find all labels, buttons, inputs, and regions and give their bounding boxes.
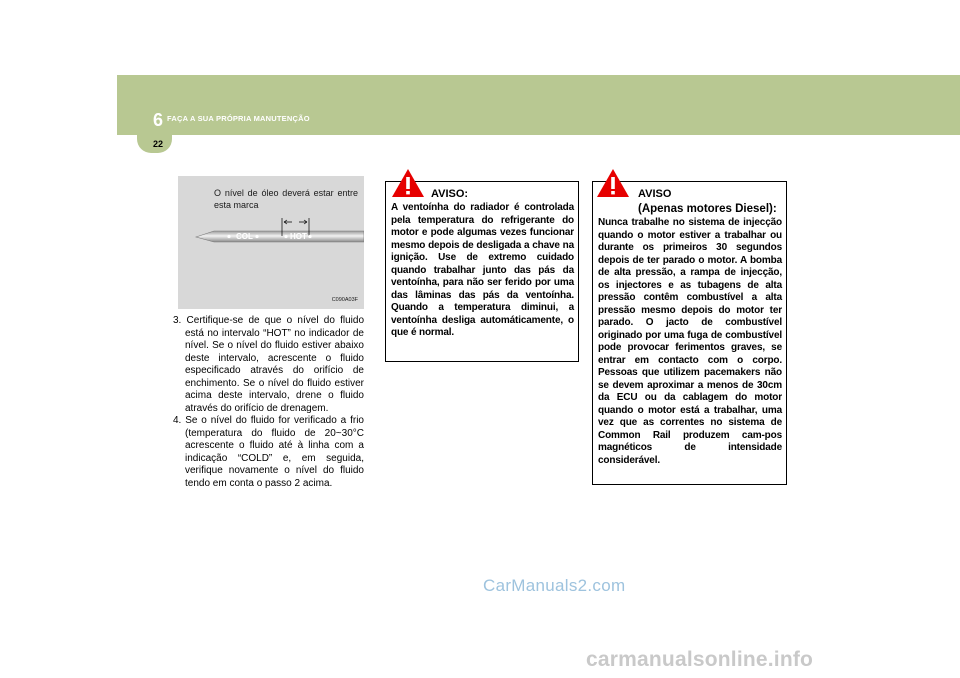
figure-caption: O nível de óleo deverá estar entre esta marca xyxy=(214,188,358,210)
mark-dot xyxy=(284,235,287,238)
range-arrow-left xyxy=(284,220,292,224)
dipstick-rod xyxy=(196,231,364,242)
warning-box-diesel xyxy=(592,181,787,485)
hot-mark-label: HOT xyxy=(290,232,307,241)
warning-triangle-icon xyxy=(391,168,425,198)
instruction-list xyxy=(173,315,364,490)
warning-title: AVISO: xyxy=(431,188,469,200)
mark-dot xyxy=(255,235,258,238)
warning-subtitle: (Apenas motores Diesel): xyxy=(638,203,777,215)
instruction-step-3: 3. Certifique-se de que o nível do fluido está no intervalo “HOT” no indicador de nível. Se o nível do fluido estiver abaixo deste intervalo, acrescente o fluido especificado através do orifício de enchimento. Se o nível do fluido estiver acima deste intervalo, drene o fluido através do orifício de drenagem. xyxy=(173,315,364,414)
dipstick-figure xyxy=(178,176,364,309)
warning-text: Nunca trabalhe no sistema de injecção quando o motor estiver a trabalhar ou durante os primeiros 30 segundos depois de ter parado o motor. A bomba de alta pressão, a rampa de injecção, os injectores e as tubagens de alta pressão contêm combustível a alta pressão mesmo depois do motor ter parado. O jacto de combustível originado por uma fuga de combustível pode provocar ferimentos graves, se entrar em contacto com o corpo. Pessoas que utilizem pacemakers não se devem aproximar a menos de 30cm da ECU ou da cablagem do motor quando o motor está a trabalhar, uma vez que as correntes no sistema de Common Rail produzem cam-pos magnéticos de intensidade considerável. xyxy=(598,217,782,466)
watermark-carmanualsonline[interactable]: carmanualsonline.info xyxy=(586,648,814,671)
page-number: 22 xyxy=(153,139,164,149)
mark-dot xyxy=(227,235,230,238)
warning-box-fan xyxy=(385,181,579,362)
instruction-step-4: 4. Se o nível do fluido for verificado a frio (temperatura do fluido de 20~30°C acrescente o fluido até à linha com a indicação “COLD” e, em seguida, verifique novamente o nível do fluido tendo em conta o passo 2 acima. xyxy=(173,415,364,489)
cold-mark-label: COL xyxy=(236,232,253,241)
watermark-carmanuals2[interactable]: CarManuals2.com xyxy=(483,576,626,595)
warning-triangle-icon xyxy=(596,168,630,198)
warning-title: AVISO xyxy=(638,188,672,200)
dipstick-illustration xyxy=(178,176,364,309)
mark-dot xyxy=(308,235,311,238)
warning-text: A ventoínha do radiador é controlada pela temperatura do refrigerante do motor e pode algumas vezes funcionar mesmo depois de desligada a chave na ignição. Use de extremo cuidado quando trabalhar junto das pás da ventoínha, para não ser ferido por uma das lâminas das pás da ventoínha. Quando a temperatura diminui, a ventoínha desliga automáticamente, o que é normal. xyxy=(391,202,574,338)
header-band xyxy=(117,75,960,135)
chapter-title: FAÇA A SUA PRÓPRIA MANUTENÇÃO xyxy=(167,114,310,123)
range-arrow-right xyxy=(299,220,307,224)
figure-code: C090A03F xyxy=(331,297,358,303)
chapter-number: 6 xyxy=(153,110,164,130)
